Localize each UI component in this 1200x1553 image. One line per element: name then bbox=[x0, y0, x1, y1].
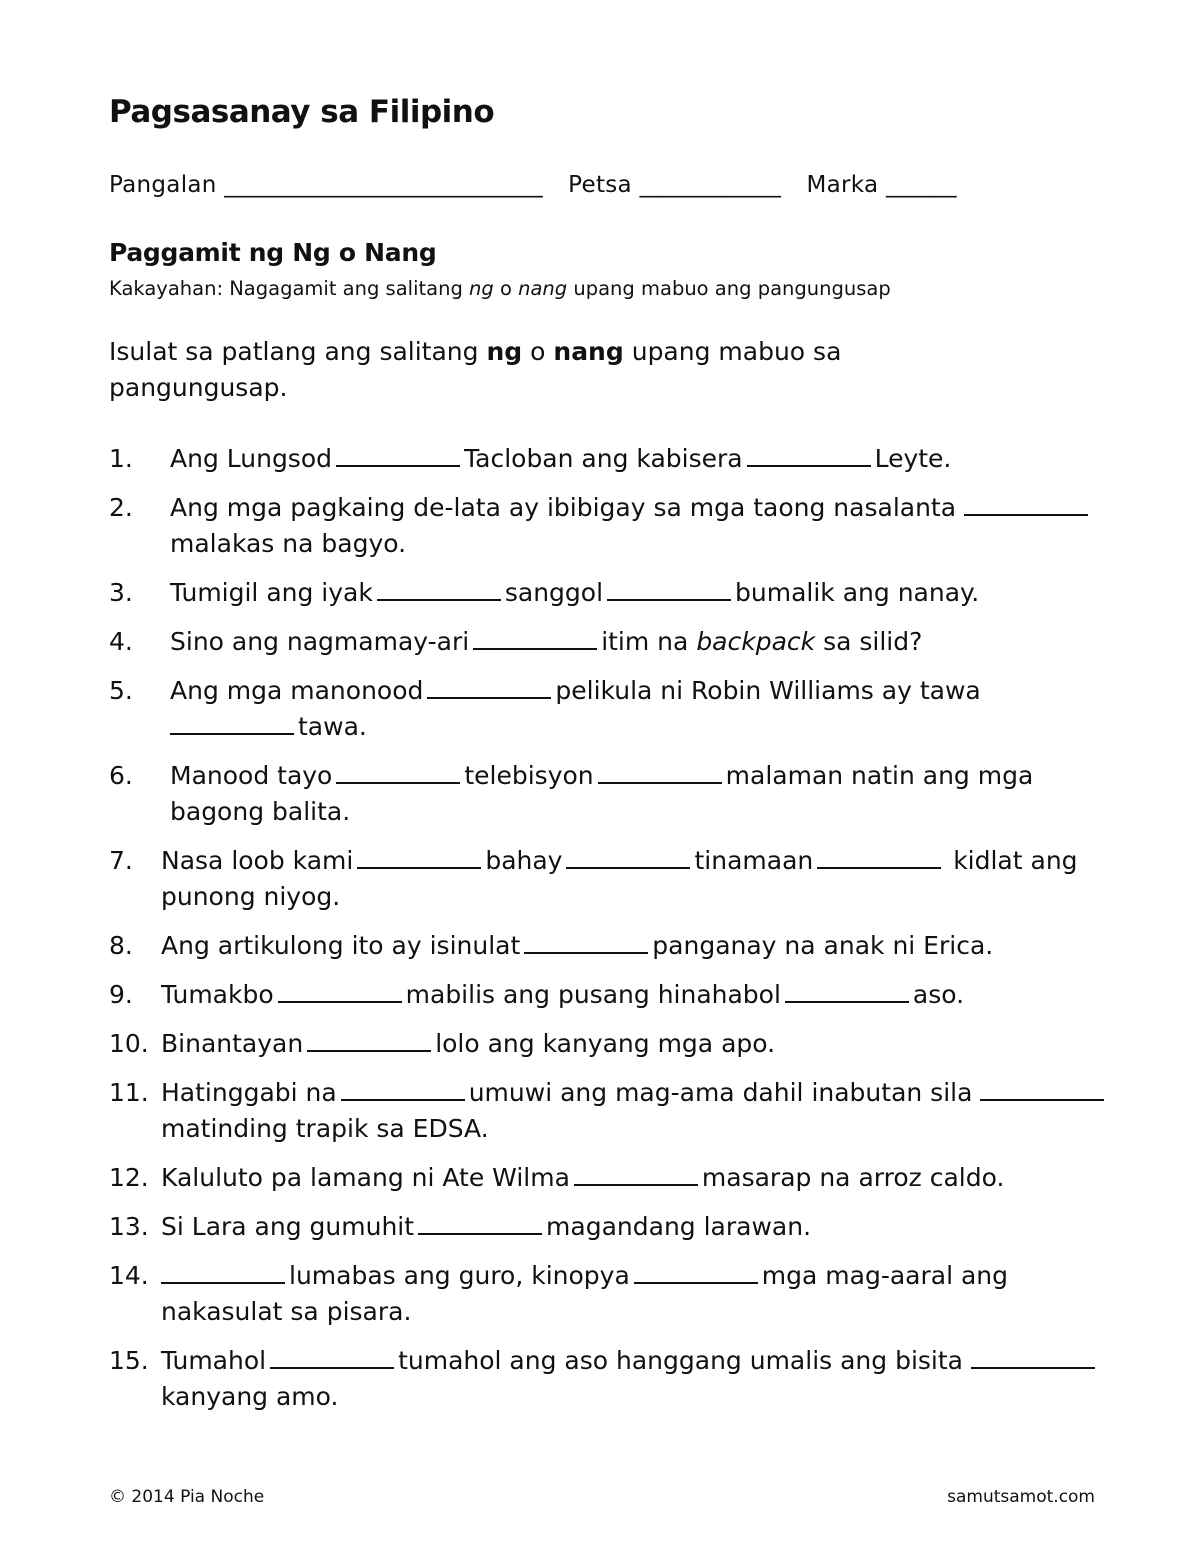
exercise-item bbox=[109, 843, 1109, 915]
item-segment: sa silid? bbox=[823, 627, 923, 656]
exercise-item bbox=[109, 490, 1109, 562]
answer-blank[interactable] bbox=[161, 1258, 285, 1284]
answer-blank[interactable] bbox=[357, 843, 481, 869]
item-text bbox=[161, 1026, 1109, 1062]
answer-blank[interactable] bbox=[598, 758, 722, 784]
item-number: 12. bbox=[109, 1163, 149, 1192]
item-segment: Ang mga pagkaing de-lata ay ibibigay sa mga taong nasalanta bbox=[170, 493, 957, 522]
skill-word-nang: nang bbox=[518, 277, 568, 300]
item-text bbox=[161, 1258, 1109, 1330]
item-text bbox=[161, 1209, 1109, 1245]
item-segment: Nasa loob kami bbox=[161, 846, 354, 875]
item-segment: Kaluluto pa lamang ni Ate Wilma bbox=[161, 1163, 570, 1192]
item-text bbox=[161, 1160, 1109, 1196]
item-number: 5. bbox=[109, 676, 133, 705]
item-segment: Tumakbo bbox=[161, 980, 274, 1009]
answer-blank[interactable] bbox=[817, 843, 941, 869]
item-text bbox=[161, 928, 1109, 964]
exercise-item bbox=[109, 977, 1109, 1013]
skill-prefix: Kakayahan: Nagagamit ang salitang bbox=[109, 277, 463, 300]
item-number: 4. bbox=[109, 627, 133, 656]
answer-blank[interactable] bbox=[574, 1160, 698, 1186]
item-number: 1. bbox=[109, 444, 133, 473]
answer-blank[interactable] bbox=[964, 490, 1088, 516]
exercise-item bbox=[109, 758, 1109, 830]
answer-blank[interactable] bbox=[336, 758, 460, 784]
item-segment: kanyang amo. bbox=[161, 1382, 339, 1411]
answer-blank[interactable] bbox=[307, 1026, 431, 1052]
skill-suffix: upang mabuo ang pangungusap bbox=[573, 277, 891, 300]
item-segment: kidlat ang punong niyog. bbox=[161, 846, 1078, 911]
item-number: 10. bbox=[109, 1029, 149, 1058]
item-segment: malakas na bagyo. bbox=[170, 529, 407, 558]
score-field[interactable]: ______ bbox=[885, 172, 957, 198]
item-text bbox=[170, 758, 1109, 830]
item-segment-italic: backpack bbox=[696, 627, 816, 656]
instruction-part1: Isulat sa patlang ang salitang bbox=[109, 337, 479, 366]
item-segment: mga mag-aaral ang nakasulat sa pisara. bbox=[161, 1261, 1009, 1326]
exercise-item bbox=[109, 575, 1109, 611]
item-text bbox=[170, 490, 1109, 562]
exercise-item bbox=[109, 1075, 1109, 1147]
item-number: 2. bbox=[109, 493, 133, 522]
item-segment: lumabas ang guro, kinopya bbox=[289, 1261, 630, 1290]
item-text bbox=[161, 977, 1109, 1013]
item-segment: magandang larawan. bbox=[546, 1212, 812, 1241]
answer-blank[interactable] bbox=[473, 624, 597, 650]
answer-blank[interactable] bbox=[634, 1258, 758, 1284]
exercise-item bbox=[109, 673, 1109, 745]
item-segment: Si Lara ang gumuhit bbox=[161, 1212, 415, 1241]
item-segment: aso. bbox=[912, 980, 965, 1009]
skill-description bbox=[109, 277, 891, 300]
item-segment: panganay na anak ni Erica. bbox=[652, 931, 994, 960]
item-segment: tawa. bbox=[298, 712, 367, 741]
item-segment: Ang mga manonood bbox=[170, 676, 424, 705]
answer-blank[interactable] bbox=[980, 1075, 1104, 1101]
item-text bbox=[161, 1343, 1109, 1415]
answer-blank[interactable] bbox=[278, 977, 402, 1003]
item-segment: malaman natin ang mga bagong balita. bbox=[170, 761, 1034, 826]
exercise-list bbox=[109, 441, 1109, 1428]
answer-blank[interactable] bbox=[418, 1209, 542, 1235]
answer-blank[interactable] bbox=[607, 575, 731, 601]
item-number: 13. bbox=[109, 1212, 149, 1241]
instruction bbox=[109, 334, 1009, 406]
exercise-item bbox=[109, 1343, 1109, 1415]
item-segment: umuwi ang mag-ama dahil inabutan sila bbox=[468, 1078, 973, 1107]
exercise-item bbox=[109, 1209, 1109, 1245]
item-segment: Binantayan bbox=[161, 1029, 304, 1058]
item-segment: bahay bbox=[485, 846, 563, 875]
answer-blank[interactable] bbox=[341, 1075, 465, 1101]
answer-blank[interactable] bbox=[377, 575, 501, 601]
answer-blank[interactable] bbox=[427, 673, 551, 699]
item-segment: Sino ang nagmamay-ari bbox=[170, 627, 470, 656]
instruction-part2: upang mabuo sa pangungusap. bbox=[109, 337, 842, 402]
item-segment: tinamaan bbox=[694, 846, 814, 875]
item-segment: Manood tayo bbox=[170, 761, 333, 790]
item-number: 9. bbox=[109, 980, 133, 1009]
answer-blank[interactable] bbox=[524, 928, 648, 954]
item-segment: pelikula ni Robin Williams ay tawa bbox=[555, 676, 981, 705]
item-segment: Ang artikulong ito ay isinulat bbox=[161, 931, 521, 960]
answer-blank[interactable] bbox=[170, 709, 294, 735]
skill-word-ng: ng bbox=[469, 277, 494, 300]
item-segment: bumalik ang nanay. bbox=[735, 578, 980, 607]
item-segment: lolo ang kanyang mga apo. bbox=[435, 1029, 776, 1058]
copyright: © 2014 Pia Noche bbox=[109, 1487, 265, 1507]
item-segment: Leyte. bbox=[874, 444, 952, 473]
worksheet-title: Pagsasanay sa Filipino bbox=[109, 94, 495, 130]
instruction-word-nang: nang bbox=[553, 337, 624, 366]
item-segment: tumahol ang aso hanggang umalis ang bisita bbox=[398, 1346, 963, 1375]
item-number: 7. bbox=[109, 846, 133, 875]
item-segment: telebisyon bbox=[464, 761, 594, 790]
item-segment: itim na bbox=[601, 627, 689, 656]
exercise-item bbox=[109, 928, 1109, 964]
item-segment: matinding trapik sa EDSA. bbox=[161, 1114, 489, 1143]
exercise-item bbox=[109, 1160, 1109, 1196]
exercise-item bbox=[109, 624, 1109, 660]
item-text bbox=[161, 1075, 1109, 1147]
item-segment: Tacloban ang kabisera bbox=[464, 444, 743, 473]
answer-blank[interactable] bbox=[747, 441, 871, 467]
answer-blank[interactable] bbox=[270, 1343, 394, 1369]
item-number: 3. bbox=[109, 578, 133, 607]
item-segment: Hatinggabi na bbox=[161, 1078, 337, 1107]
item-number: 11. bbox=[109, 1078, 149, 1107]
answer-blank[interactable] bbox=[971, 1343, 1095, 1369]
instruction-word-ng: ng bbox=[486, 337, 523, 366]
exercise-item bbox=[109, 441, 1109, 477]
item-number: 14. bbox=[109, 1261, 149, 1290]
item-number: 8. bbox=[109, 931, 133, 960]
exercise-item bbox=[109, 1258, 1109, 1330]
item-text bbox=[170, 624, 1109, 660]
section-title: Paggamit ng Ng o Nang bbox=[109, 238, 437, 267]
item-segment: sanggol bbox=[504, 578, 604, 607]
item-text bbox=[161, 843, 1109, 915]
name-field[interactable]: ___________________________ bbox=[224, 172, 543, 198]
student-info-line bbox=[109, 172, 957, 198]
score-label: Marka bbox=[806, 172, 879, 198]
exercise-item bbox=[109, 1026, 1109, 1062]
date-label: Petsa bbox=[568, 172, 632, 198]
website-credit: samutsamot.com bbox=[947, 1487, 1095, 1507]
item-segment: Tumahol bbox=[161, 1346, 267, 1375]
skill-conj: o bbox=[499, 277, 512, 300]
item-number: 15. bbox=[109, 1346, 149, 1375]
item-number: 6. bbox=[109, 761, 133, 790]
answer-blank[interactable] bbox=[785, 977, 909, 1003]
item-text bbox=[170, 575, 1109, 611]
date-field[interactable]: ____________ bbox=[639, 172, 782, 198]
item-segment: masarap na arroz caldo. bbox=[701, 1163, 1005, 1192]
item-text bbox=[170, 441, 1109, 477]
answer-blank[interactable] bbox=[566, 843, 690, 869]
item-text bbox=[170, 673, 1109, 745]
instruction-conj: o bbox=[530, 337, 546, 366]
item-segment: Tumigil ang iyak bbox=[170, 578, 373, 607]
item-segment: Ang Lungsod bbox=[170, 444, 332, 473]
name-label: Pangalan bbox=[109, 172, 217, 198]
item-segment: mabilis ang pusang hinahabol bbox=[405, 980, 781, 1009]
answer-blank[interactable] bbox=[336, 441, 460, 467]
